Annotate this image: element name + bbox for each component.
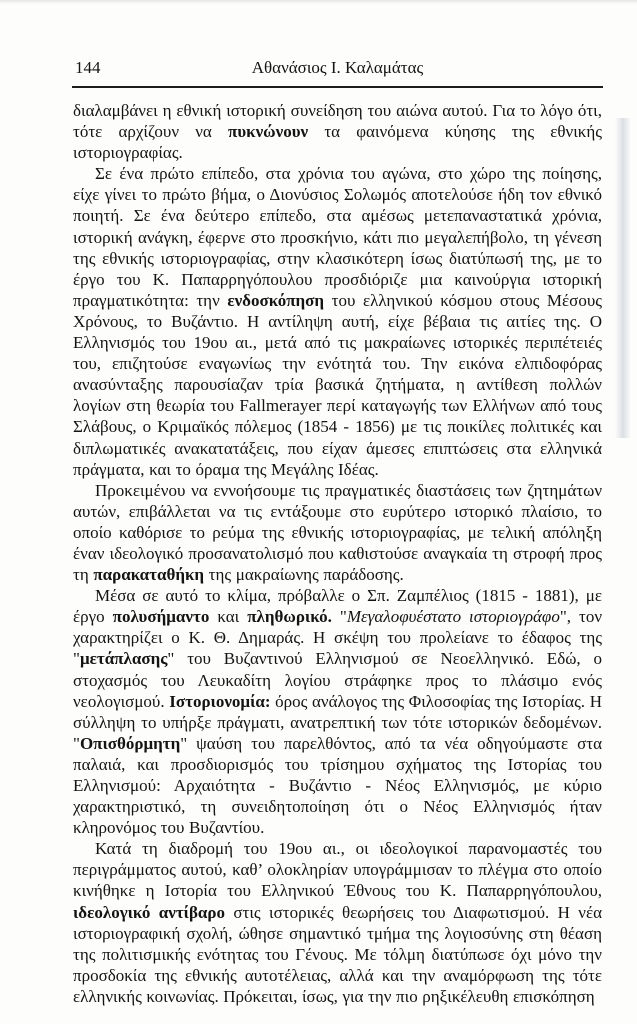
emphasis-bold: παρακαταθήκη [93, 565, 205, 585]
text-run: όρος ανάλογος της Φιλοσοφίας της Ιστορίας. Η σύλληψη το υπήρξε πράγματι, ανατρεπτική των τότε ιστορικών δεδομένων. " [73, 691, 602, 753]
emphasis-bold: μετάπλασης [79, 649, 168, 669]
text-run: " [331, 607, 347, 627]
text-run: Κατά τη διαδρομή του 19ου αι., οι ιδεολογικοί παρανομαστές του περιγράμματος αυτού, καθ’ ολοκληρίαν υπογράμμισαν το πλέγμα στο οποίο κινήθηκε η Ιστορία του Ελληνικού Έθνους του Κ. Παπαρρηγόπουλου, [73, 839, 602, 901]
paragraph [73, 838, 602, 1007]
text-run: της μακραίωνης παράδοσης. [204, 565, 404, 585]
emphasis-bold: πυκνώνουν [228, 122, 309, 142]
text-run: του ελληνικού κόσμου στους Μέσους Χρόνους, το Βυζάντιο. Η αντίληψη αυτή, είχε βέβαια τις αιτίες της. Ο Ελληνισμός του 19ου αι., μετά από τις μακραίωνες ιστορικές περιπέτειές του, επιζητούσε εναγωνίως την ενότητά του. Την εικόνα ελπιδοφόρας ανασύνταξης παρουσίαζαν τρία βασικά ζητήματα, η αντίθεση πολλών λογίων στη θεωρία του Fallmerayer περί καταγωγής των Ελλήνων από τους Σλάβους, ο Κριμαϊκός πόλεμος (1854 - 1856) με τις ποικίλες πολιτικές και διπλωματικές ανακατατάξεις, που είχαν άμεσες επιπτώσεις στα ελληνικά πράγματα, και το όραμα της Μεγάλης Ιδέας. [73, 290, 602, 479]
text-run: Μέσα σε αυτό το κλίμα, πρόβαλλε ο Σπ. Ζαμπέλιος (1815 - 1881), με έργο [73, 586, 602, 627]
text-run: τα φαινόμενα κύησης της εθνικής ιστοριογραφίας. [73, 122, 602, 163]
scan-edge-top-shadow [0, 0, 637, 4]
emphasis-italic: Μεγαλοφυέστατο ιστοριογράφο [346, 607, 560, 627]
paragraph [73, 480, 602, 585]
text-run: ", τον χαρακτηρίζει ο Κ. Θ. Δημαράς. Η σκέψη του προλείανε το έδαφος της " [73, 607, 603, 669]
scan-edge-shadow [615, 118, 631, 438]
running-head: Αθανάσιος Ι. Καλαμάτας [251, 58, 424, 77]
text-run: στις ιστορικές θεωρήσεις του Διαφωτισμού. Η νέα ιστοριογραφική σχολή, ώθησε σημαντικό τμήμα της λογιοσύνης στη θέαση της πολιτισμικής ενότητας του Γένους. Με τόλμη διατύπωσε όχι μόνο την προσδοκία της εθνικής αυτοτέλειας, αλλά και την αναμόρφωση της τότε ελληνικής κοινωνίας. Πρόκειται, ίσως, για την πιο ρηξικέλευθη επισκόπηση [73, 902, 602, 1006]
body-text [73, 100, 602, 1007]
text-run: και [209, 607, 248, 627]
emphasis-bold: ιδεολογικό αντίβαρο [73, 902, 225, 922]
text-run: " ψαύση του παρελθόντος, από τα νέα οδηγούμαστε στα παλαιά, και προσδιορισμός του τρίσημου σχήματος της Ιστορίας του Ελληνισμού: Αρχαιότητα - Βυζάντιο - Νέος Ελληνισμός, με κύριο χαρακτηριστικό, τη συνειδητοποίηση ότι ο Νέος Ελληνισμός ήταν κληρονόμος του Βυζαντίου. [73, 733, 602, 838]
text-run: " του Βυζαντινού Ελληνισμού σε Νεοελληνικό. Εδώ, ο στοχασμός του Λευκαδίτη λογίου στράφηκε προς το πλάσιμο ενός νεολογισμού. [73, 649, 602, 711]
paragraph [73, 163, 602, 479]
text-run: Προκειμένου να εννοήσουμε τις πραγματικές διαστάσεις των ζητημάτων αυτών, επιβάλλεται να τις εντάξουμε στο ευρύτερο ιστορικό πλαίσιο, το οποίο καθόρισε το ρεύμα της εθνικής ιστοριογραφίας, με τελική απόληξη έναν ιδεολογικό προσανατολισμό που καθιστούσε αναγκαία τη στροφή προς τη [73, 480, 602, 585]
paragraph [73, 585, 602, 838]
header-rule [72, 86, 603, 88]
emphasis-bold: ενδοσκόπηση [227, 290, 325, 310]
emphasis-bold: Οπισθόρμητη [79, 733, 181, 753]
text-run: διαλαμβάνει η εθνική ιστορική συνείδηση του αιώνα αυτού. Για το λόγο ότι, τότε αρχίζουν να [73, 101, 602, 142]
emphasis-bold: πληθωρικό. [247, 607, 332, 627]
text-run: Σε ένα πρώτο επίπεδο, στα χρόνια του αγώνα, στο χώρο της ποίησης, είχε γίνει το πρώτο βήμα, ο Διονύσιος Σολωμός αποτελούσε ήδη τον εθνικό ποιητή. Σε ένα δεύτερο επίπεδο, στα αμέσως μετεπαναστατικά χρόνια, ιστορική ανάγκη, έφερνε στο προσκήνιο, κάτι πιο μεγαλεπήβολο, τη γένεση της εθνικής ιστοριογραφίας, στην κλασικότερη ίσως διατύπωσή της, με το έργο του Κ. Παπαρρηγόπουλου προσδιόριζε μια καινούργια ιστορική πραγματικότητα: την [73, 164, 602, 310]
emphasis-bold: Ιστοριονομία: [169, 691, 271, 711]
page-number: 144 [75, 58, 101, 77]
emphasis-bold: πολυσήμαντο [112, 607, 210, 627]
paragraph [73, 100, 602, 163]
page-header [73, 58, 602, 80]
